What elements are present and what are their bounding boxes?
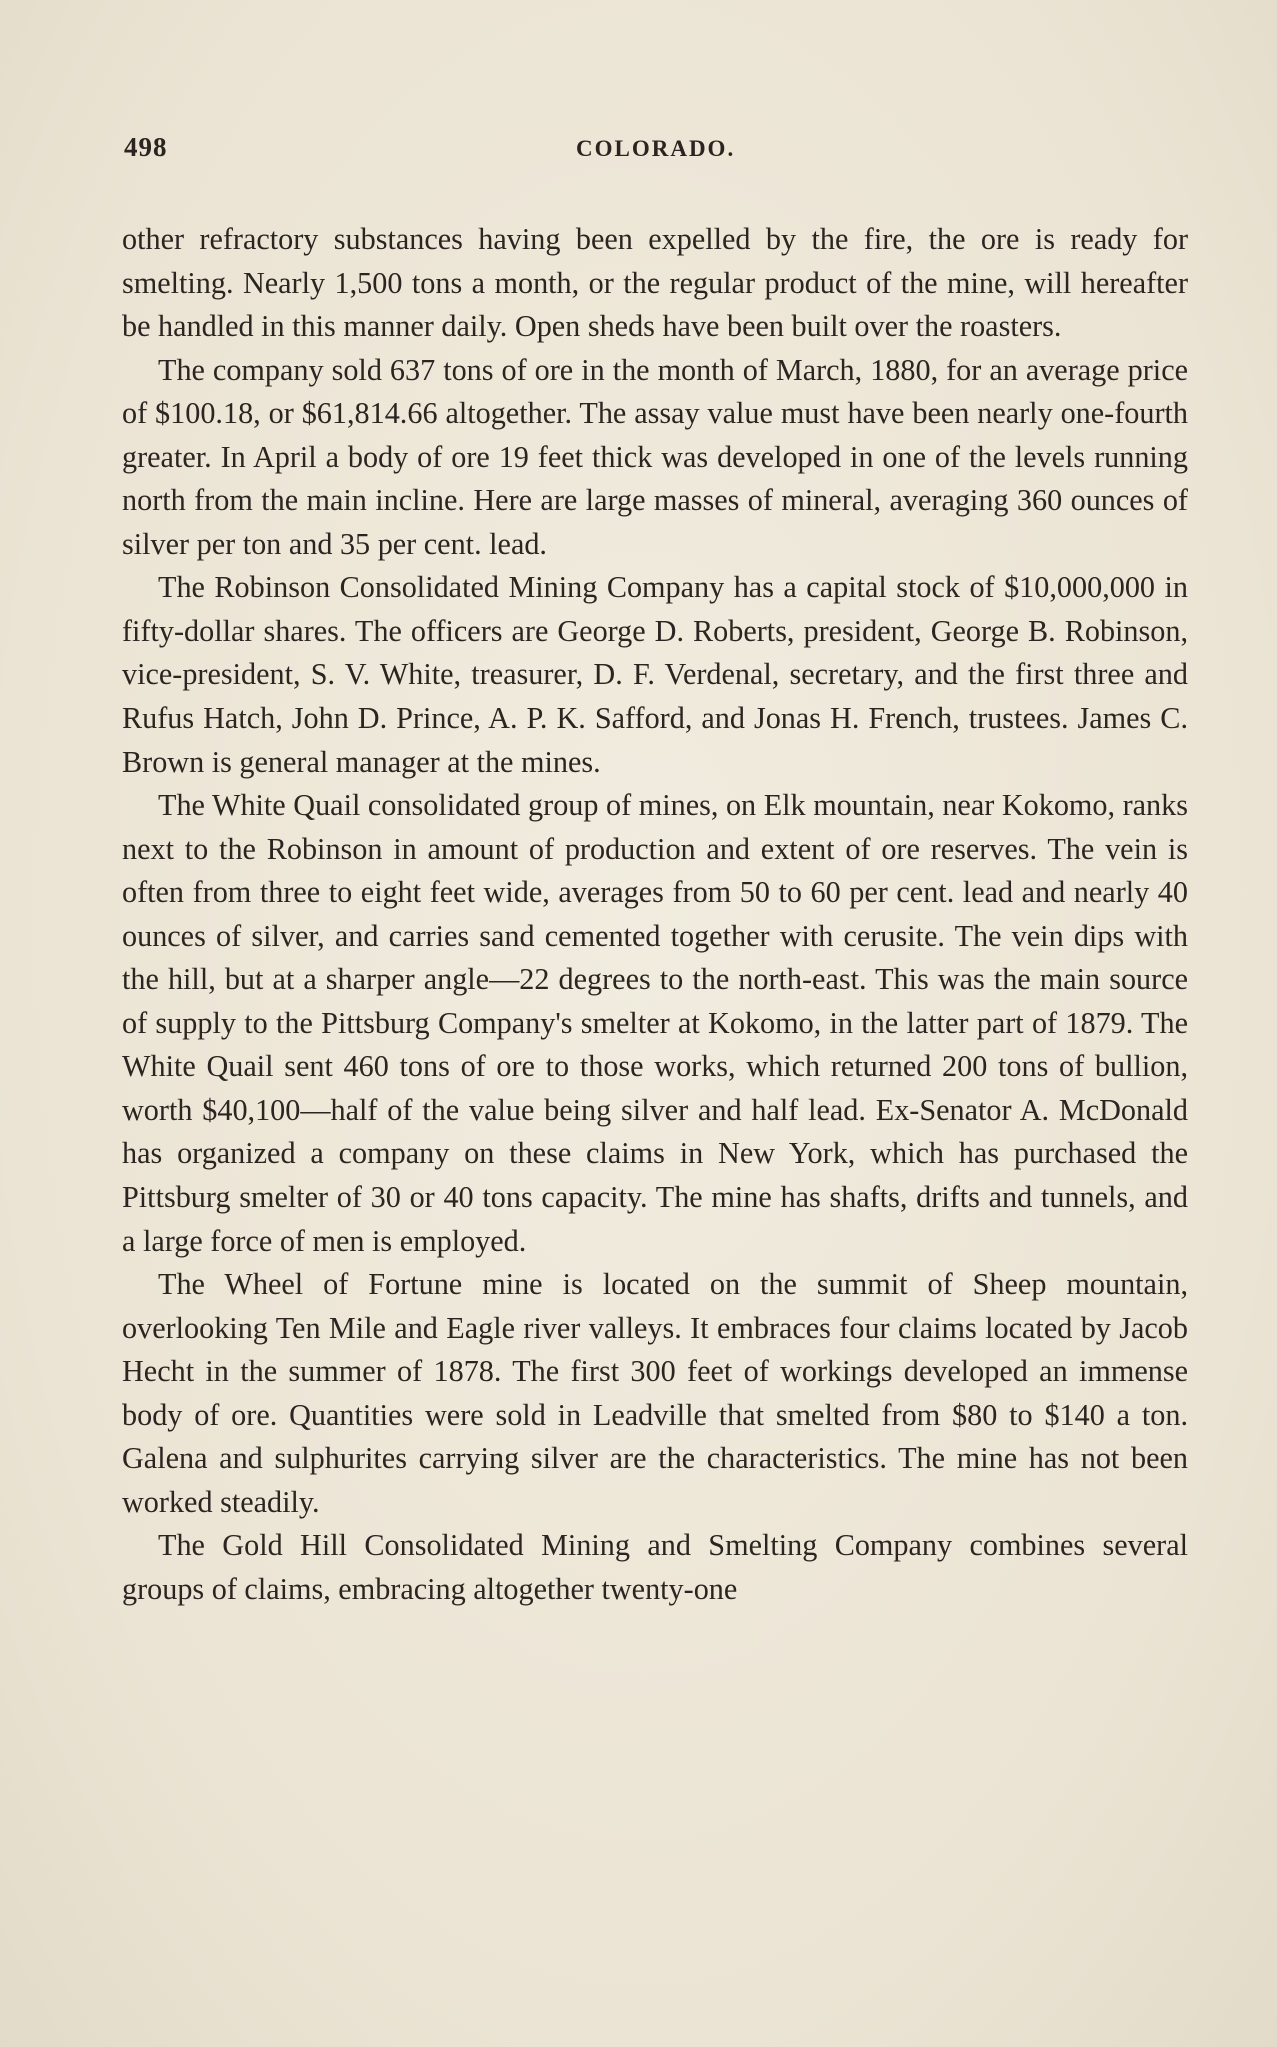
paragraph-white-quail: The White Quail consolidated group of mines, on Elk mountain, near Kokomo, ranks next to the Robinson in amount of production and extent of ore reserves. The vein is often from three to eight feet wide, averages from 50 to 60 per cent. lead and nearly 40 ounces of silver, and carries sand cemented together with cerusite. The vein dips with the hill, but at a sharper angle—22 degrees to the north-east. This was the main source of supply to the Pittsburg Company's smelter at Kokomo, in the latter part of 1879. The White Quail sent 460 tons of ore to those works, which returned 200 tons of bullion, worth $40,100—half of the value being silver and half lead. Ex-Senator A. McDonald has organized a company on these claims in New York, which has purchased the Pittsburg smelter of 30 or 40 tons capacity. The mine has shafts, drifts and tunnels, and a large force of men is employed. <box>122 788 1188 1258</box>
paragraph-gold-hill: The Gold Hill Consolidated Mining and Smelting Company combines several groups of claims, embracing altogether twenty-one <box>122 1528 1188 1606</box>
body-text <box>122 218 1188 1612</box>
paragraph-roasting: other refractory substances having been expelled by the fire, the ore is ready for smelting. Nearly 1,500 tons a month, or the regular product of the mine, will hereafter be handled in this manner daily. Open sheds have been built over the roasters. <box>122 222 1188 344</box>
paragraph-wheel-of-fortune: The Wheel of Fortune mine is located on the summit of Sheep mountain, overlooking Ten Mile and Eagle river valleys. It embraces four claims located by Jacob Hecht in the summer of 1878. The first 300 feet of workings developed an immense body of ore. Quantities were sold in Leadville that smelted from $80 to $140 a ton. Galena and sulphurites carrying silver are the characteristics. The mine has not been worked steadily. <box>122 1267 1188 1519</box>
paragraph-ore-sales: The company sold 637 tons of ore in the month of March, 1880, for an average price of $100.18, or $61,814.66 altogether. The assay value must have been nearly one-fourth greater. In April a body of ore 19 feet thick was developed in one of the levels running north from the main incline. Here are large masses of mineral, averaging 360 ounces of silver per ton and 35 per cent. lead. <box>122 352 1188 561</box>
page-number: 498 <box>124 132 168 162</box>
paragraph-robinson-company: The Robinson Consolidated Mining Company has a capital stock of $10,000,000 in fifty-dollar shares. The officers are George D. Roberts, president, George B. Robinson, vice-president, S. V. White, treasurer, D. F. Verdenal, secretary, and the first three and Rufus Hatch, John D. Prince, A. P. K. Safford, and Jonas H. French, trustees. James C. Brown is general manager at the mines. <box>122 570 1188 779</box>
running-head: COLORADO. <box>576 136 736 161</box>
